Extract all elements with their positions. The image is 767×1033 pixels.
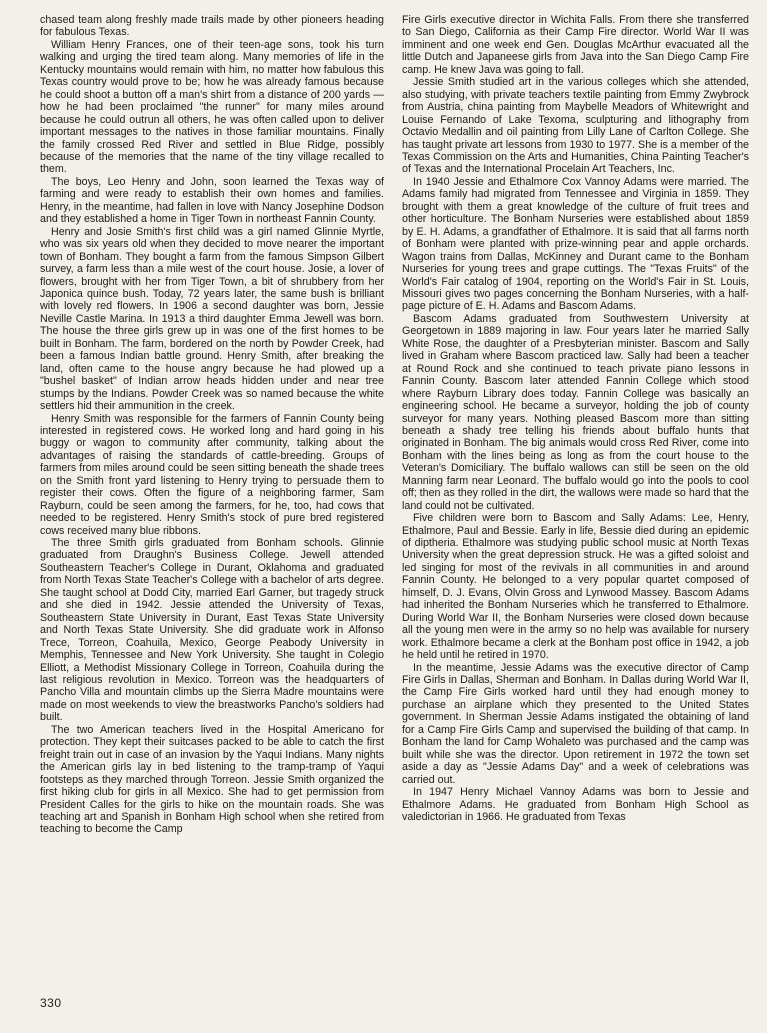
paragraph: Henry and Josie Smith's first child was a girl named Glinnie Myrtle, who was six years old when they decided to move nearer the important town of Bonham. They bought a farm from the famous Simpson Gilbert survey, a farm less than a mile west of the court house. Josie, a lover of flowers, brought with her from Tiger Town, a bit of shrubbery from her Japonica quince bush. Today, 72 years later, the same bush is brilliant with lovely red flowers. In 1906 a second daughter was born, Jessie Neville Castle Marina. In 1913 a third daughter Emma Jewell was born. The house the three girls grew up in was one of the first homes to be built in Bonham. The farm, bordered on the north by Powder Creek, had been a famous Indian battle ground. Henry Smith, after breaking the land, often came to the house angry because he had plowed up a "bushel basket" of Indian arrow heads hidden under and near tree stumps by the Indians. Powder Creek was so named because the white settlers hid their ammunition in the creek. xyxy=(40,225,384,413)
paragraph: The two American teachers lived in the Hospital Americano for protection. They kept their suitcases packed to be able to catch the first freight train out in case of an invasion by the Yaqui Indians. Many nights the American girls lay in bed listening to the tramp-tramp of Yaqui footsteps as they marched through Torreon. Jessie Smith organized the first hiking club for girls in all Mexico. She had to get permission from President Calles for the girls to hike on the mountain roads. She was teaching art and Spanish in Bonham High school when she retired from teaching to become the Camp xyxy=(40,723,384,836)
page-number: 330 xyxy=(40,996,62,1010)
paragraph: Henry Smith was responsible for the farmers of Fannin County being interested in registered cows. He worked long and hard going in his buggy or wagon to community after community, talking about the advantages of raising the standards of cattle-breeding. Groups of farmers from miles around could be seen sitting beneath the shade trees on the Smith front yard listening to Henry trying to persuade them to register their cows. Often the figure of a neighboring farmer, Sam Rayburn, could be seen among the farmers, for he, too, had cows that needed to be registered. Henry Smith's stock of pure bred registered cows received many blue ribbons. xyxy=(40,412,384,537)
left-column xyxy=(40,14,384,836)
paragraph: Bascom Adams graduated from Southwestern University at Georgetown in 1889 majoring in law. Four years later he married Sally White Rose, the daughter of a Presbyterian minister. Bascom and Sally lived in Graham where Bascom practiced law. Sally had been a teacher at Round Rock and she continued to teach private piano lessons in Fannin County. Bascom later attended Fannin College which stood where Rayburn Library does today. Fannin College was basically an engineering school. He became a surveyor, holding the job of county surveyor for many years. Nothing pleased Bascom more than sitting beneath a shady tree telling his friends about buffalo hunts that originated in Bonham. The big animals would cross Red River, come into Bonham with the lines being as long as from the court house to the Veteran's Domiciliary. The buffalo wallows can still be seen on the old Manning farm near Leonard. The buffalo would go into the pools to cool off; then as they rolled in the dirt, the wallows were made so hard that the land could not be cultivated. xyxy=(402,312,749,512)
paragraph: The three Smith girls graduated from Bonham schools. Glinnie graduated from Draughn's Business College. Jewell attended Southeastern Teacher's College in Durant, Oklahoma and graduated from North Texas State Teacher's College with a bachelor of arts degree. She taught school at Dodd City, married Earl Garner, but tragedy struck and she died in 1942. Jessie attended the University of Texas, Southeastern State University in Durant, East Texas State University and North Texas State University. She did graduate work in Alfonso Trece, Torreon, Coahuila, Mexico, George Peabody University in Memphis, Tennessee and New York University. She taught in Colegio Elliott, a Methodist Missionary College in Torreon, Coahuila during the last religious revolution in Mexico. Torreon was the headquarters of Pancho Villa and mountain climbs up the Sierra Madre mountains were made on most weekends to view the breastworks Pancho's soldiers had built. xyxy=(40,537,384,724)
paragraph: The boys, Leo Henry and John, soon learned the Texas way of farming and were ready to establish their own homes and families. Henry, in the meantime, had fallen in love with Nancy Josephine Dodson and they established a home in Tiger Town in northeast Fannin County. xyxy=(40,175,384,226)
right-column xyxy=(402,14,749,823)
paragraph: Fire Girls executive director in Wichita Falls. From there she transferred to San Diego, California as their Camp Fire director. World War II was imminent and one week end Gen. Douglas McArthur evacuated all the little Dutch and Japaneese girls from Java into the San Diego Camp Fire camp. He knew Java was going to fall. xyxy=(402,14,749,76)
paragraph: William Henry Frances, one of their teen-age sons, took his turn walking and urging the tired team along. Many memories of life in the Kentucky mountains would remain with him, no matter how fabulous this Texas country would prove to be; how he was already famous because he could shoot a button off a man's shirt from a distance of 200 yards — how he had been proclaimed "the runner" for many miles around because he could outrun all others, he was often called upon to deliver important messages to the natives in those familiar mountains. Finally the family crossed Red River and settled in Blue Ridge, possibly because of the memories that the name of the tiny village recalled to them. xyxy=(40,38,384,176)
paragraph: Five children were born to Bascom and Sally Adams: Lee, Henry, Ethalmore, Paul and Bessie. Early in life, Bessie died during an epidemic of diptheria. Ethalmore was studying public school music at North Texas University when the great depression struck. He was a gifted soloist and led singing for most of the revivals in all communities in and around Fannin County. He belonged to a very popular quartet composed of himself, D. J. Evans, Olvin Gross and Lynwood Massey. Bascom Adams had inherited the Bonham Nurseries which he transferred to Ethalmore. During World War II, the Bonham Nurseries were closed down because all the young men were in the army so no help was available for nursery work. Ethalmore became a clerk at the Bonham post office in 1942, a job he held until he retired in 1970. xyxy=(402,512,749,662)
paragraph: In 1947 Henry Michael Vannoy Adams was born to Jessie and Ethalmore Adams. He graduated from Bonham High School as valedictorian in 1966. He graduated from Texas xyxy=(402,786,749,823)
paragraph: In 1940 Jessie and Ethalmore Cox Vannoy Adams were married. The Adams family had migrated from Tennessee and Virginia in 1859. They brought with them a great knowledge of the culture of fruit trees and other horticulture. The Bonham Nurseries were established about 1859 by E. H. Adams, a grandfather of Ethalmore. It is said that all farms north of Bonham were planted with prize-winning pear and apple orchards. Wagon trains from Dallas, McKinney and Durant came to the Bonham Nurseries for young trees and grape cuttings. The "Texas Fruits" of the World's Fair catalog of 1904, reporting on the World's Fair in St. Louis, Missouri gives two pages concerning the Bonham Nurseries, with a half-page picture of E. H. Adams and Bascom Adams. xyxy=(402,175,749,313)
paragraph: chased team along freshly made trails made by other pioneers heading for fabulous Texas. xyxy=(40,14,384,39)
paragraph: Jessie Smith studied art in the various colleges which she attended, also studying, with private teachers textile painting from Emmy Zwybrock from Austria, china painting from Maybelle Meadors of Whitewright and Louise Fernando of Lake Texoma, sculpturing and lithography from Octavio Medallin and oil painting from Lilly Lane of Carlton College. She has taught private art lessons from 1930 to 1977. She is a member of the Texas Commission on the Arts and Humanities, China Painting Teacher's of Texas and the International Procelain Art Teachers, Inc. xyxy=(402,76,749,176)
paragraph: In the meantime, Jessie Adams was the executive director of Camp Fire Girls in Dallas, Sherman and Bonham. In Dallas during World War II, the Camp Fire Girls worked hard until they had enough money to purchase an airplane which they presented to the United States government. In Sherman Jessie Adams instigated the obtaining of land for a Camp Fire Girls Camp and supervised the building of that camp. In Bonham the land for Camp Wohaleto was purchased and the camp was built while she was the director. Upon retirement in 1972 the town set aside a day as "Jessie Adams Day" and a week of celebrations was carried out. xyxy=(402,661,749,786)
